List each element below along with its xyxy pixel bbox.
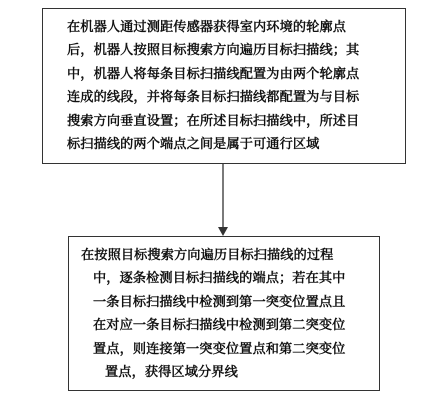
step-2-line: 在对应一条目标扫描线中检测到第二突变位 (93, 318, 346, 334)
step-2-line: 一条目标扫描线中检测到第一突变位置点且 (93, 294, 346, 310)
step-2-line: 置点，则连接第一突变位置点和第二突变位 (93, 341, 346, 357)
step-1-line: 在机器人通过测距传感器获得室内环境的轮廓点 (67, 20, 347, 35)
step-2-line: 在按照目标搜索方向遍历目标扫描线的过程 (81, 248, 334, 263)
arrow-head-icon (218, 227, 228, 236)
step-1-line: 后，机器人按照目标搜索方向遍历目标扫描线；其 (67, 43, 360, 59)
step-2-box (68, 236, 380, 391)
step-1-line: 搜索方向垂直设置；在所述目标扫描线中，所述目 (67, 113, 360, 129)
step-1-line: 连成的线段，并将每条目标扫描线都配置为与目标 (67, 90, 360, 106)
step-1-box (42, 8, 406, 164)
step-1-line: 标扫描线的两个端点之间是属于可通行区域 (67, 137, 320, 153)
step-2-line: 置点，获得区域分界线 (105, 365, 238, 381)
step-1-line: 中，机器人将每条目标扫描线配置为由两个轮廓点 (67, 66, 360, 82)
step-2-line: 中，逐条检测目标扫描线的端点；若在其中 (93, 271, 346, 287)
